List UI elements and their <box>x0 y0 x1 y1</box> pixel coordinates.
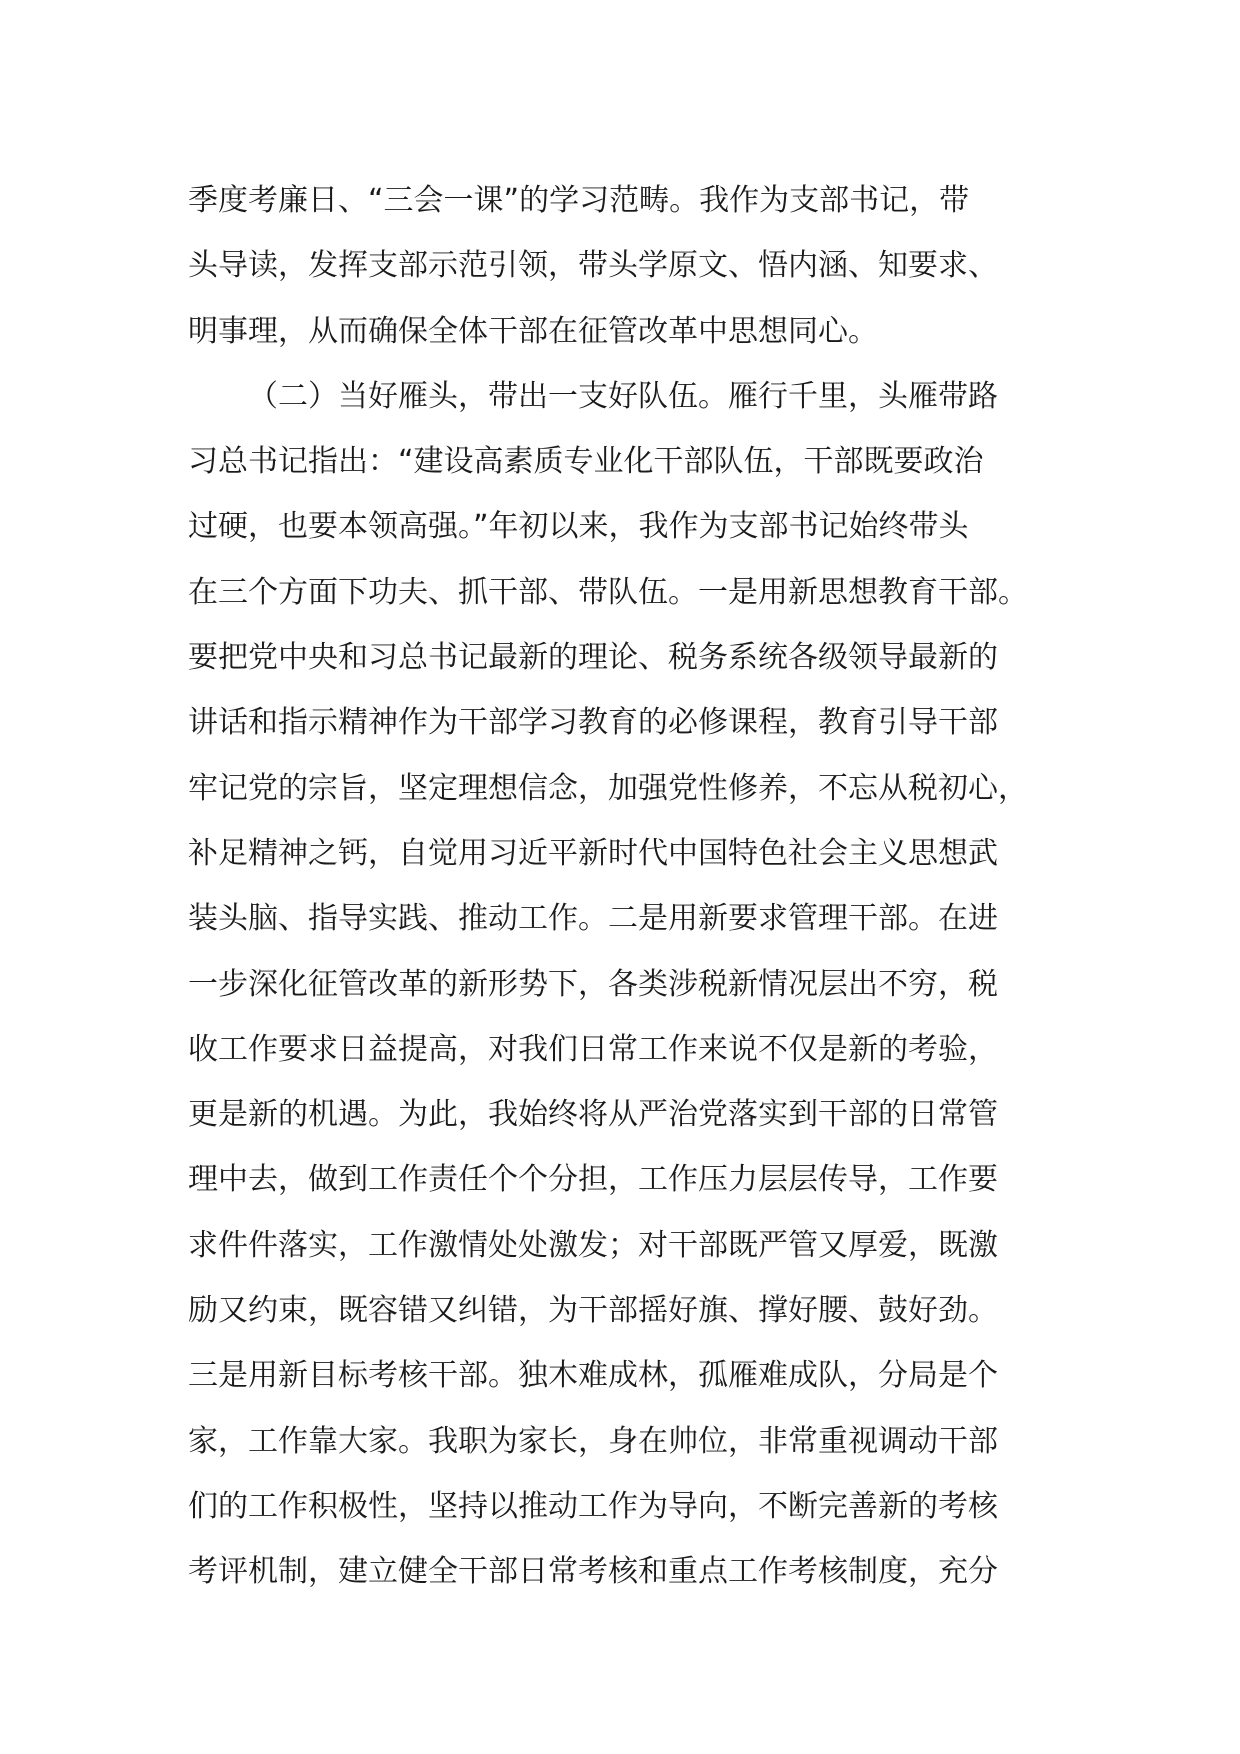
text-line: 们的工作积极性，坚持以推动工作为导向，不断完善新的考核 <box>188 1488 998 1524</box>
text-line: 补足精神之钙，自觉用习近平新时代中国特色社会主义思想武 <box>188 835 998 871</box>
text-line: 明事理，从而确保全体干部在征管改革中思想同心。 <box>188 313 878 349</box>
text-line: 习总书记指出：“建设高素质专业化干部队伍，干部既要政治 <box>188 444 984 480</box>
text-line: 装头脑、指导实践、推动工作。二是用新要求管理干部。在进 <box>188 901 998 937</box>
body-text <box>188 168 1088 1605</box>
text-line: 励又约束，既容错又纠错，为干部摇好旗、撑好腰、鼓好劲。 <box>188 1293 998 1329</box>
text-line: 讲话和指示精神作为干部学习教育的必修课程，教育引导干部 <box>188 705 998 741</box>
text-line: 要把党中央和习总书记最新的理论、税务系统各级领导最新的 <box>188 640 998 676</box>
text-line: 家，工作靠大家。我职为家长，身在帅位，非常重视调动干部 <box>188 1423 998 1459</box>
text-line: （二）当好雁头，带出一支好队伍。雁行千里，头雁带路 <box>248 378 998 414</box>
text-line: 更是新的机遇。为此，我始终将从严治党落实到干部的日常管 <box>188 1097 998 1133</box>
text-line: 考评机制，建立健全干部日常考核和重点工作考核制度，充分 <box>188 1554 998 1590</box>
text-line: 三是用新目标考核干部。独木难成林，孤雁难成队，分局是个 <box>188 1358 998 1394</box>
text-line: 牢记党的宗旨，坚定理想信念，加强党性修养，不忘从税初心， <box>188 770 1028 806</box>
text-line: 在三个方面下功夫、抓干部、带队伍。一是用新思想教育干部。 <box>188 574 1028 610</box>
text-line: 收工作要求日益提高，对我们日常工作来说不仅是新的考验， <box>188 1031 998 1067</box>
text-line: 一步深化征管改革的新形势下，各类涉税新情况层出不穷，税 <box>188 966 998 1002</box>
text-line: 头导读，发挥支部示范引领，带头学原文、悟内涵、知要求、 <box>188 248 998 284</box>
text-line: 过硬，也要本领高强。”年初以来，我作为支部书记始终带头 <box>188 509 969 545</box>
text-line: 理中去，做到工作责任个个分担，工作压力层层传导，工作要 <box>188 1162 998 1198</box>
text-line: 季度考廉日、“三会一课”的学习范畴。我作为支部书记，带 <box>188 183 970 218</box>
text-line: 求件件落实，工作激情处处激发；对干部既严管又厚爱，既激 <box>188 1227 998 1263</box>
